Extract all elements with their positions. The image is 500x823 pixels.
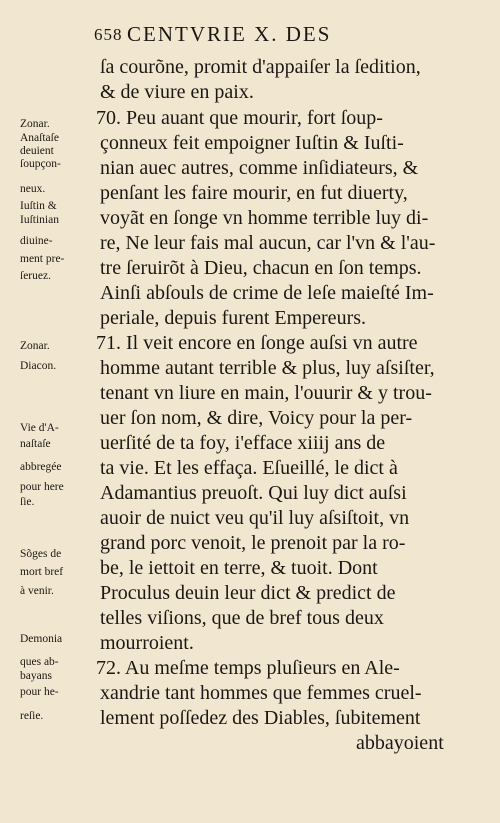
margin-note: Sõges de bbox=[20, 548, 62, 560]
text-line: re, Ne leur fais mal aucun, car l'vn & l'au- bbox=[100, 232, 436, 254]
margin-note: Anaſtaſe bbox=[20, 132, 59, 144]
margin-note: bayans bbox=[20, 670, 52, 682]
margin-note: deuient bbox=[20, 145, 54, 157]
text-line: mourroient. bbox=[100, 632, 194, 654]
running-head: CENTVRIE X. DES bbox=[127, 22, 332, 46]
text-line: ta vie. Et les effaça. Eſueillé, le dict à bbox=[100, 457, 398, 479]
text-line: Proculus deuin leur dict & predict de bbox=[100, 582, 396, 604]
text-line: xandrie tant hommes que femmes cruel- bbox=[100, 682, 422, 704]
margin-note: ſeruez. bbox=[20, 270, 51, 282]
margin-note: diuine- bbox=[20, 235, 53, 247]
text-line: telles viſions, que de bref tous deux bbox=[100, 607, 384, 629]
margin-note: mort bref bbox=[20, 566, 64, 578]
text-line: 70. Peu auant que mourir, fort ſoup- bbox=[96, 107, 383, 129]
text-line: uerſité de ta foy, i'efface xiiij ans de bbox=[100, 432, 386, 454]
text-line: tenant vn liure en main, l'ouurir & y trou- bbox=[100, 382, 432, 404]
text-line: voyãt en ſonge vn homme terrible luy di- bbox=[100, 207, 429, 229]
margin-note: Vie d'A- bbox=[20, 422, 59, 434]
text-line: tre ſeruirõt à Dieu, chacun en ſon temps. bbox=[100, 257, 422, 279]
margin-note: ment pre- bbox=[20, 253, 65, 265]
margin-note: ſoupçon- bbox=[20, 158, 61, 170]
margin-note: pour he- bbox=[20, 686, 59, 698]
text-line: homme autant terrible & plus, luy aſsiſter, bbox=[100, 357, 435, 379]
margin-note: abbregée bbox=[20, 461, 62, 473]
margin-note: pour here bbox=[20, 481, 64, 493]
text-line: lement poſſedez des Diables, ſubitement bbox=[100, 707, 421, 729]
text-line: 71. Il veit encore en ſonge auſsi vn autre bbox=[96, 332, 418, 354]
text-line: Adamantius preuoſt. Qui luy dict auſsi bbox=[100, 482, 407, 504]
text-line: be, le iettoit en terre, & tuoit. Dont bbox=[100, 557, 378, 579]
text-line: grand porc venoit, le prenoit par la ro- bbox=[100, 532, 406, 554]
page-number: 658 bbox=[94, 25, 123, 44]
margin-note: Zonar. bbox=[20, 118, 50, 130]
margin-note: ſie. bbox=[20, 496, 35, 508]
margin-note: Iuſtin & bbox=[20, 200, 57, 212]
margin-note: reſie. bbox=[20, 710, 44, 722]
margin-note: neux. bbox=[20, 183, 46, 195]
text-line: Ainſi abſouls de crime de leſe maieſté Im- bbox=[100, 282, 434, 304]
text-line: & de viure en paix. bbox=[100, 81, 254, 103]
text-line: ſa courõne, promit d'appaiſer la ſedition, bbox=[100, 56, 421, 78]
margin-note: naſtaſe bbox=[20, 438, 51, 450]
margin-note: Diacon. bbox=[20, 360, 57, 372]
margin-note: Demonia bbox=[20, 633, 63, 645]
margin-note: à venir. bbox=[20, 585, 54, 597]
text-line: auoir de nuict veu qu'il luy aſsiſtoit, vn bbox=[100, 507, 410, 529]
text-line: çonneux feit empoigner Iuſtin & Iuſti- bbox=[100, 132, 404, 154]
text-line: nian auec autres, comme inſidiateurs, & bbox=[100, 157, 419, 179]
margin-note: Zonar. bbox=[20, 340, 50, 352]
margin-note: Iuſtinian bbox=[20, 214, 59, 226]
text-line: 72. Au meſme temps pluſieurs en Ale- bbox=[96, 657, 400, 679]
text-line: penſant les faire mourir, en fut diuerty, bbox=[100, 182, 408, 204]
margin-note: ques ab- bbox=[20, 656, 59, 668]
catchword: abbayoient bbox=[356, 732, 444, 754]
text-line: periale, depuis furent Empereurs. bbox=[100, 307, 367, 329]
text-line: uer ſon nom, & dire, Voicy pour la per- bbox=[100, 407, 413, 429]
